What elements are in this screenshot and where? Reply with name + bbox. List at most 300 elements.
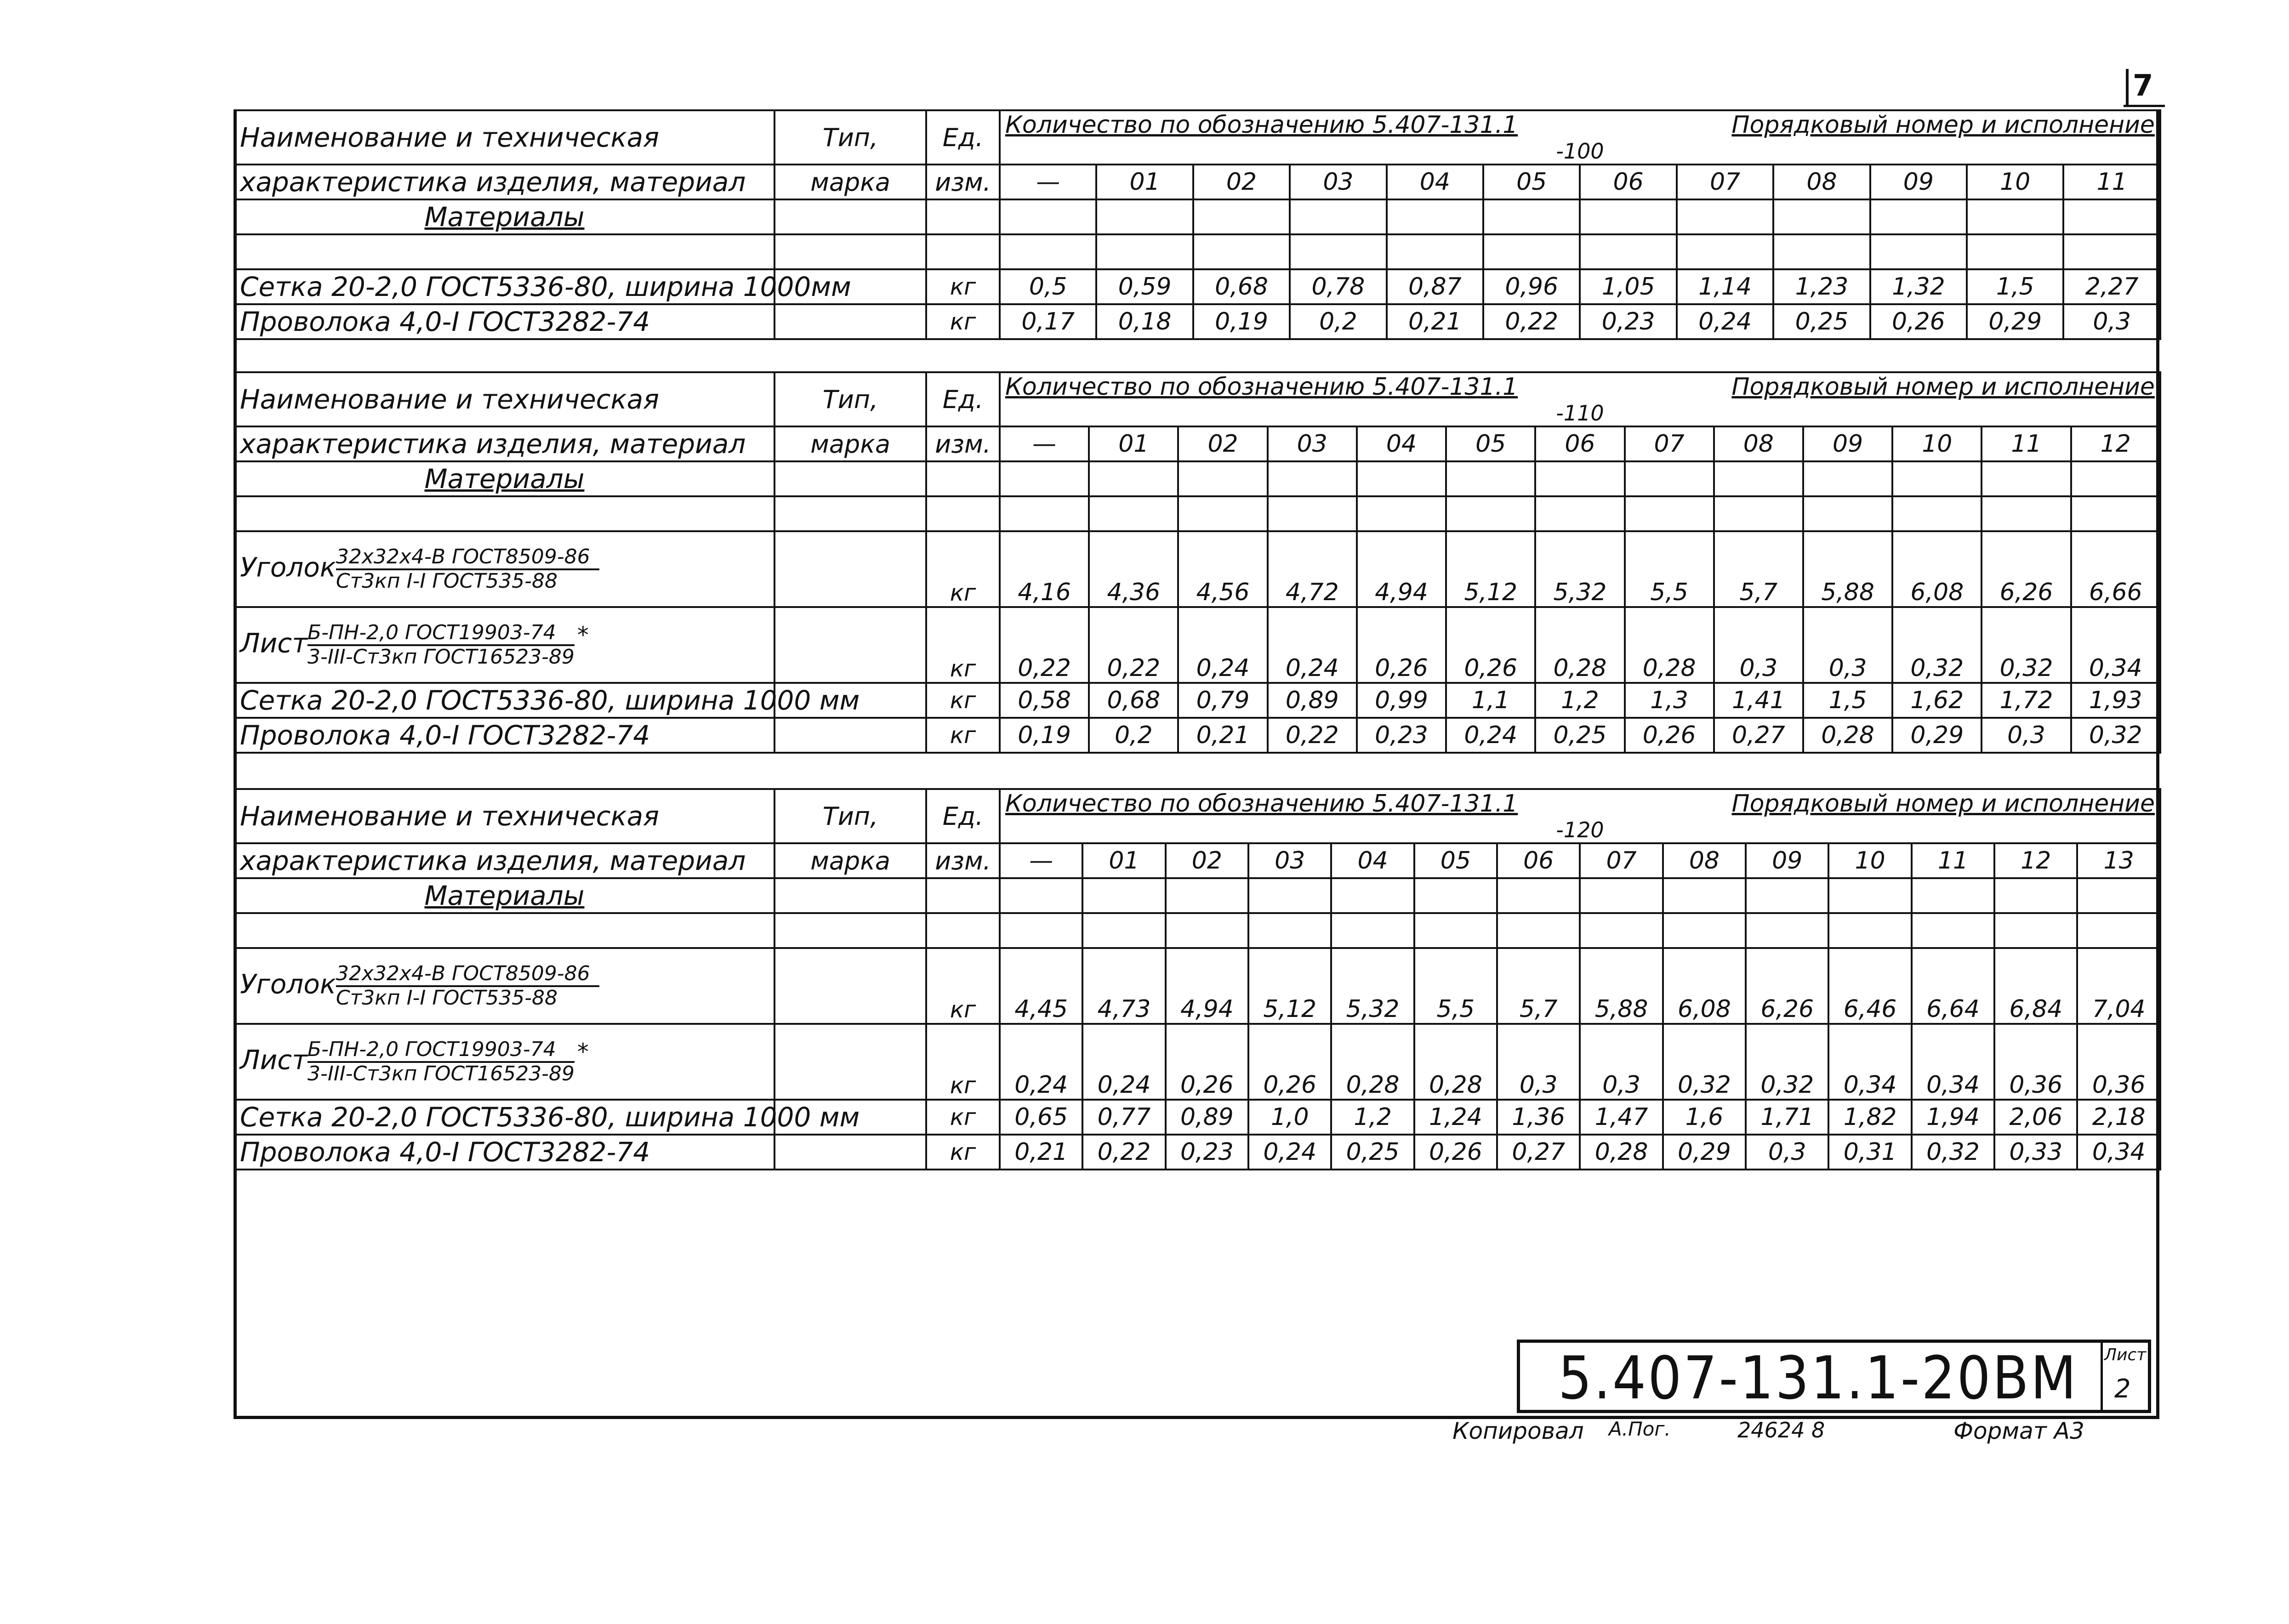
quantity-value: 1,41 [1714,683,1803,718]
empty-cell [234,234,774,269]
quantity-value: 0,26 [1446,607,1535,683]
name-header-line2: характеристика изделия, материал [234,843,774,878]
quantity-value: 1,14 [1677,269,1773,304]
quantity-value: 5,7 [1714,531,1803,607]
empty-cell [1446,461,1535,496]
quantity-value: 0,24 [1446,718,1535,753]
type-header-line2: марка [774,426,926,461]
name-header-line1: Наименование и техническая [234,372,774,426]
quantity-value: 0,3 [1803,607,1892,683]
material-row [234,718,2160,753]
copy-number: 24624 8 [1737,1418,1825,1442]
name-header-line2: характеристика изделия, материал [234,426,774,461]
sheet-label: Лист [2104,1346,2147,1364]
empty-cell [1912,878,1994,913]
column-number: 06 [1535,426,1624,461]
quantity-value: 0,18 [1096,304,1193,339]
quantity-value: 0,2 [1290,304,1386,339]
quantity-value: 5,5 [1625,531,1714,607]
quantity-value: 4,94 [1357,531,1446,607]
unit-header-line1: Ед. [926,789,1000,843]
column-number: 02 [1193,165,1290,199]
quantity-value: 0,32 [1912,1135,1994,1170]
empty-cell [1483,199,1580,234]
quantity-value: 0,79 [1178,683,1267,718]
order-label: Порядковый номер и исполнение [1731,111,2155,139]
quantity-value: 1,82 [1828,1100,1911,1135]
empty-cell [234,913,774,948]
quantity-value: 1,5 [1803,683,1892,718]
empty-cell [1535,496,1624,531]
quantity-value: 1,32 [1870,269,1967,304]
quantity-value: 5,7 [1497,948,1580,1024]
quantity-value: 0,21 [1000,1135,1082,1170]
empty-cell [1089,496,1178,531]
quantity-value: 5,32 [1535,531,1624,607]
quantity-value: 0,34 [1912,1024,1994,1100]
quantity-label: Количество по обозначению 5.407-131.1 [1005,111,1518,139]
quantity-value: 1,05 [1580,269,1676,304]
quantity-value: 0,26 [1870,304,1967,339]
header-row [234,165,2160,199]
order-label: Порядковый номер и исполнение [1731,790,2155,818]
empty-cell [1483,234,1580,269]
quantity-value: 6,84 [1994,948,2077,1024]
empty-cell [774,461,926,496]
quantity-value: 0,29 [1892,718,1982,753]
empty-cell [1967,234,2063,269]
empty-cell [1535,461,1624,496]
fraction-numerator: 32x32x4-В ГОСТ8509-86 [336,963,599,987]
quantity-value: 0,28 [1535,607,1624,683]
header-row [234,372,2160,426]
empty-cell [1290,199,1386,234]
column-number: 09 [1746,843,1828,878]
material-unit: кг [926,718,1000,753]
quantity-value: 0,24 [1248,1135,1331,1170]
material-name: Сетка 20-2,0 ГОСТ5336-80, ширина 1000 мм [234,683,774,718]
quantity-value: 0,21 [1387,304,1483,339]
empty-cell [1714,496,1803,531]
empty-cell [1089,461,1178,496]
blank-row [234,496,2160,531]
quantity-value: 5,12 [1248,948,1331,1024]
quantity-value: 0,21 [1178,718,1267,753]
quantity-value: 0,59 [1096,269,1193,304]
empty-cell [1331,913,1414,948]
quantity-value: 0,5 [1000,269,1096,304]
quantity-value: 0,36 [1994,1024,2077,1100]
quantity-value: 0,87 [1387,269,1483,304]
empty-cell [1967,199,2063,234]
quantity-value: 0,3 [1497,1024,1580,1100]
material-name: Проволока 4,0-I ГОСТ3282-74 [234,1135,774,1170]
column-number: 11 [1982,426,2071,461]
column-number: 07 [1625,426,1714,461]
quantity-value: 0,89 [1166,1100,1248,1135]
empty-cell [1178,496,1267,531]
quantity-value: 1,62 [1892,683,1982,718]
quantity-value: 0,24 [1677,304,1773,339]
column-number: 03 [1248,843,1331,878]
material-prefix: Уголок [240,551,336,583]
empty-cell [1290,234,1386,269]
materials-label: Материалы [234,878,774,913]
column-number: 02 [1178,426,1267,461]
quantity-value: 0,32 [1892,607,1982,683]
header-row [234,110,2160,165]
type-header-line2: марка [774,843,926,878]
quantity-value: 1,36 [1497,1100,1580,1135]
quantity-value: 6,64 [1912,948,1994,1024]
quantity-value: 0,17 [1000,304,1096,339]
empty-cell [1446,496,1535,531]
column-number: — [1000,426,1089,461]
material-name: Сетка 20-2,0 ГОСТ5336-80, ширина 1000 мм [234,1100,774,1135]
materials-label: Материалы [234,199,774,234]
quantity-value: 0,24 [1178,607,1267,683]
quantity-value: 5,88 [1580,948,1663,1024]
quantity-value: 4,73 [1082,948,1165,1024]
quantity-header-line [1005,373,2155,401]
copier-signature: А.Пог. [1609,1418,1671,1440]
column-number: 07 [1677,165,1773,199]
materials-row [234,878,2160,913]
column-number: 05 [1483,165,1580,199]
fraction-denominator: 3-III-Ст3кп ГОСТ16523-89 [307,1062,575,1085]
quantity-value: 0,77 [1082,1100,1165,1135]
material-prefix: Уголок [240,968,336,1000]
materials-row [234,461,2160,496]
empty-cell [1580,913,1663,948]
unit-header-line2: изм. [926,426,1000,461]
column-number: 12 [2071,426,2160,461]
empty-cell [1248,878,1331,913]
column-number: 10 [1828,843,1911,878]
page-number: 7 [2133,69,2153,103]
type-header-line1: Тип, [774,789,926,843]
material-prefix: Лист [240,627,307,659]
empty-cell [1331,878,1414,913]
page-number-tick [2126,69,2129,106]
quantity-value: 0,89 [1268,683,1357,718]
type-header-line1: Тип, [774,372,926,426]
quantity-value: 0,68 [1089,683,1178,718]
quantity-value: 0,22 [1268,718,1357,753]
material-unit: кг [926,531,1000,607]
quantity-value: 0,2 [1089,718,1178,753]
empty-cell [1714,461,1803,496]
material-prefix: Лист [240,1044,307,1076]
column-number: 10 [1967,165,2063,199]
copied-by-label: Копировал [1452,1418,1584,1444]
quantity-value: 1,71 [1746,1100,1828,1135]
empty-cell [1193,199,1290,234]
empty-cell [1677,234,1773,269]
quantity-value: 0,3 [2063,304,2160,339]
empty-cell [1268,496,1357,531]
quantity-value: 1,94 [1912,1100,1994,1135]
quantity-header-line [1005,790,2155,818]
quantity-value: 0,22 [1089,607,1178,683]
quantity-value: 0,27 [1497,1135,1580,1170]
quantity-value: 4,94 [1166,948,1248,1024]
empty-cell [2071,496,2160,531]
empty-cell [2077,913,2160,948]
header-row [234,843,2160,878]
designation-suffix: -120 [1556,818,1604,842]
empty-cell [1994,878,2077,913]
quantity-value: 0,32 [1746,1024,1828,1100]
empty-cell [926,461,1000,496]
quantity-value: 1,93 [2071,683,2160,718]
fraction-denominator: Ст3кп I-I ГОСТ535-88 [336,569,558,593]
quantity-value: 5,88 [1803,531,1892,607]
column-number: 04 [1331,843,1414,878]
blank-row [234,913,2160,948]
quantity-value: 0,24 [1000,1024,1082,1100]
quantity-value: 6,66 [2071,531,2160,607]
empty-cell [1000,913,1082,948]
material-row [234,1024,2160,1100]
material-type [774,531,926,607]
column-number: 11 [2063,165,2160,199]
empty-cell [1982,461,2071,496]
quantity-label: Количество по обозначению 5.407-131.1 [1005,790,1518,818]
empty-cell [1892,461,1982,496]
unit-header-line1: Ед. [926,372,1000,426]
order-label: Порядковый номер и исполнение [1731,373,2155,401]
quantity-value: 0,65 [1000,1100,1082,1135]
paper-format: Формат А3 [1953,1418,2084,1444]
empty-cell [926,199,1000,234]
name-header-line2: характеристика изделия, материал [234,165,774,199]
material-row [234,948,2160,1024]
quantity-value: 4,45 [1000,948,1082,1024]
designation-suffix: -110 [1556,401,1604,426]
empty-cell [1000,461,1089,496]
empty-cell [774,878,926,913]
spec-table-3 [233,788,2161,1170]
quantity-value: 6,26 [1982,531,2071,607]
column-number: 06 [1497,843,1580,878]
quantity-value: 5,5 [1414,948,1497,1024]
empty-cell [1663,878,1746,913]
empty-cell [774,913,926,948]
empty-cell [1000,199,1096,234]
quantity-value: 0,26 [1166,1024,1248,1100]
empty-cell [1082,913,1165,948]
empty-cell [1248,913,1331,948]
empty-cell [1580,878,1663,913]
empty-cell [2063,234,2160,269]
quantity-value: 4,56 [1178,531,1267,607]
quantity-value: 0,22 [1082,1135,1165,1170]
empty-cell [1387,199,1483,234]
unit-header-line2: изм. [926,165,1000,199]
column-number: 11 [1912,843,1994,878]
fraction-denominator: 3-III-Ст3кп ГОСТ16523-89 [307,645,575,669]
empty-cell [1357,496,1446,531]
quantity-value: 0,23 [1166,1135,1248,1170]
quantity-value: 0,68 [1193,269,1290,304]
column-number: 06 [1580,165,1676,199]
column-number: 12 [1994,843,2077,878]
quantity-value: 0,28 [1414,1024,1497,1100]
quantity-value: 0,99 [1357,683,1446,718]
material-row [234,1135,2160,1170]
material-type [774,607,926,683]
empty-cell [1870,234,1967,269]
material-row [234,531,2160,607]
quantity-value: 0,29 [1967,304,2063,339]
quantity-value: 1,1 [1446,683,1535,718]
fraction-numerator: Б-ПН-2,0 ГОСТ19903-74 [307,622,575,646]
material-row [234,304,2160,339]
material-name [234,607,774,683]
quantity-value: 0,22 [1000,607,1089,683]
material-unit: кг [926,304,1000,339]
quantity-value: 0,3 [1580,1024,1663,1100]
quantity-value: 6,08 [1892,531,1982,607]
column-number: 01 [1089,426,1178,461]
empty-cell [1580,234,1676,269]
quantity-label: Количество по обозначению 5.407-131.1 [1005,373,1518,401]
quantity-value: 0,3 [1982,718,2071,753]
quantity-value: 0,29 [1663,1135,1746,1170]
quantity-value: 0,26 [1248,1024,1331,1100]
unit-header-line2: изм. [926,843,1000,878]
quantity-value: 4,16 [1000,531,1089,607]
name-header-line1: Наименование и техническая [234,110,774,165]
material-unit: кг [926,948,1000,1024]
quantity-value: 0,26 [1625,718,1714,753]
quantity-value: 0,27 [1714,718,1803,753]
material-type [774,718,926,753]
empty-cell [1746,878,1828,913]
quantity-value: 1,24 [1414,1100,1497,1135]
empty-cell [1663,913,1746,948]
quantity-value: 0,19 [1000,718,1089,753]
column-number: 03 [1290,165,1386,199]
quantity-value: 0,19 [1193,304,1290,339]
empty-cell [1357,461,1446,496]
empty-cell [1096,199,1193,234]
fraction-numerator: 32x32x4-В ГОСТ8509-86 [336,546,599,570]
quantity-value: 0,96 [1483,269,1580,304]
empty-cell [1803,496,1892,531]
material-row [234,269,2160,304]
quantity-value: 7,04 [2077,948,2160,1024]
name-header-line1: Наименование и техническая [234,789,774,843]
column-number: 07 [1580,843,1663,878]
material-fraction [307,622,575,668]
quantity-value: 1,2 [1535,683,1624,718]
quantity-value: 1,2 [1331,1100,1414,1135]
column-number: — [1000,165,1096,199]
quantity-value: 6,26 [1746,948,1828,1024]
quantity-value: 2,18 [2077,1100,2160,1135]
empty-cell [234,496,774,531]
empty-cell [1994,913,2077,948]
quantity-value: 0,32 [1663,1024,1746,1100]
quantity-value: 4,72 [1268,531,1357,607]
column-number: 13 [2077,843,2160,878]
material-unit: кг [926,1100,1000,1135]
empty-cell [1414,878,1497,913]
column-number: 05 [1414,843,1497,878]
material-fraction [336,546,599,592]
empty-cell [1193,234,1290,269]
empty-cell [1268,461,1357,496]
column-number: 08 [1663,843,1746,878]
materials-label: Материалы [234,461,774,496]
material-unit: кг [926,683,1000,718]
spec-table-2 [233,371,2161,754]
empty-cell [1773,234,1870,269]
footnote-star: * [577,622,589,649]
quantity-value: 2,27 [2063,269,2160,304]
materials-row [234,199,2160,234]
material-unit: кг [926,607,1000,683]
empty-cell [1166,913,1248,948]
quantity-value: 1,5 [1967,269,2063,304]
empty-cell [1773,199,1870,234]
empty-cell [1677,199,1773,234]
blank-row [234,234,2160,269]
sheet-number: 2 [2114,1374,2131,1404]
empty-cell [1497,878,1580,913]
empty-cell [926,496,1000,531]
type-header-line2: марка [774,165,926,199]
empty-cell [1082,878,1165,913]
quantity-value: 0,32 [2071,718,2160,753]
quantity-value: 0,3 [1714,607,1803,683]
quantity-value: 0,28 [1331,1024,1414,1100]
material-unit: кг [926,1135,1000,1170]
material-row [234,1100,2160,1135]
empty-cell [774,496,926,531]
empty-cell [1625,461,1714,496]
quantity-value: 0,24 [1082,1024,1165,1100]
quantity-value: 1,0 [1248,1100,1331,1135]
quantity-value: 0,28 [1803,718,1892,753]
empty-cell [926,878,1000,913]
empty-cell [1497,913,1580,948]
page-number-underline [2124,105,2165,107]
material-type [774,948,926,1024]
quantity-value: 6,08 [1663,948,1746,1024]
quantity-value: 0,24 [1268,607,1357,683]
empty-cell [1982,496,2071,531]
quantity-value: 1,72 [1982,683,2071,718]
column-number: 08 [1773,165,1870,199]
quantity-value: 1,23 [1773,269,1870,304]
unit-header-line1: Ед. [926,110,1000,165]
material-name: Проволока 4,0-I ГОСТ3282-74 [234,304,774,339]
quantity-value: 1,3 [1625,683,1714,718]
column-number: 04 [1387,165,1483,199]
quantity-value: 1,47 [1580,1100,1663,1135]
material-type [774,1135,926,1170]
quantity-value: 0,23 [1357,718,1446,753]
empty-cell [2077,878,2160,913]
empty-cell [1178,461,1267,496]
quantity-value: 0,34 [1828,1024,1911,1100]
quantity-value: 0,58 [1000,683,1089,718]
material-name: Проволока 4,0-I ГОСТ3282-74 [234,718,774,753]
column-number: 01 [1082,843,1165,878]
